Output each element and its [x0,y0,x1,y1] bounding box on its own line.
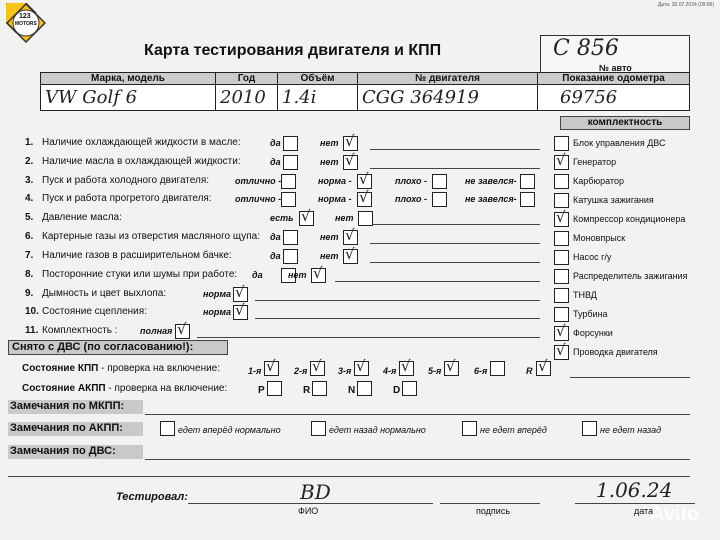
completeness-box-check: √ [556,151,566,169]
akpp-gear-label: D [393,385,401,396]
header-make: Марка, модель [41,73,216,85]
gear-label: 2-я [294,366,308,376]
item-label: Наличие масла в охлаждающей жидкости: [42,156,241,167]
kpp-row [22,363,220,374]
akpp-row [22,383,227,394]
option-box[interactable] [432,174,447,189]
option-box[interactable] [175,320,190,339]
header-year: Год [216,73,278,85]
option-box[interactable] [281,192,296,207]
item-number: 6. [25,231,34,242]
item-number: 1. [25,137,34,148]
item-label: Состояние сцепления: [42,306,147,317]
completeness-label: Генератор [573,157,617,167]
item-line [335,281,540,282]
item-number: 9. [25,288,34,299]
item-line [370,168,540,169]
akpp-label: Состояние АКПП [22,383,106,394]
option-label: нет [320,251,339,261]
completeness-box[interactable] [554,231,569,246]
option-box[interactable] [283,155,298,170]
option-box[interactable] [343,245,358,264]
option-label: норма - [318,194,352,204]
vehicle-table-header [41,73,690,85]
option-box-check: √ [359,188,369,206]
item-number: 4. [25,193,34,204]
item-number: 2. [25,156,34,167]
option-label: плохо - [395,176,428,186]
akpp-option-label: едет вперёд нормально [178,425,281,435]
value-odometer: 69756 [538,85,690,111]
option-box-check: √ [235,301,245,319]
option-label: норма [203,307,231,317]
option-box[interactable] [233,283,248,302]
header-engine: № двигателя [358,73,538,85]
date-caption: дата [634,506,654,516]
item-number: 11. [25,325,39,336]
tested-signature: BD [300,480,331,504]
option-box[interactable] [283,136,298,151]
option-label: полная [140,326,173,336]
item-label: Посторонние стуки или шумы при работе: [42,269,238,280]
gear-label: 4-я [383,366,397,376]
kpp-line [570,377,690,378]
completeness-label: Распределитель зажигания [573,271,688,281]
item-number: 10. [25,306,39,317]
option-box[interactable] [357,188,372,207]
completeness-box[interactable] [554,193,569,208]
item-line [197,337,540,338]
item-line [370,149,540,150]
car-number-label: № авто [599,63,632,73]
akpp-gear-box[interactable] [402,381,417,396]
date-value: 1.06.24 [596,478,673,502]
item-label: Наличие охлаждающей жидкости в масле: [42,137,241,148]
completeness-box-check: √ [556,341,566,359]
option-label: есть [270,213,294,223]
item-line [255,318,540,319]
car-number-box [540,35,690,75]
logo-number: 123 [19,13,31,20]
gear-box[interactable] [310,357,325,376]
completeness-box[interactable] [554,288,569,303]
gear-box[interactable] [444,357,459,376]
option-label: норма - [318,176,352,186]
kpp-label: Состояние КПП [22,363,99,374]
item-number: 8. [25,269,34,280]
vehicle-table [40,72,690,111]
item-label: Дымность и цвет выхлопа: [42,288,167,299]
option-box[interactable] [520,192,535,207]
completeness-label: Компрессор кондиционера [573,214,686,224]
signature-line [440,503,540,504]
kpp-desc: - проверка на включение: [98,363,221,374]
option-box-check: √ [359,170,369,188]
logo-text: MOTORS [15,21,37,27]
option-box-check: √ [345,226,355,244]
gear-box-check: √ [266,357,276,375]
item-label: Пуск и работа холодного двигателя: [42,175,210,186]
completeness-label: Турбина [573,309,608,319]
option-label: да [270,157,281,167]
completeness-label: Катушка зажигания [573,195,654,205]
option-box[interactable] [358,211,373,226]
option-label: нет [335,213,354,223]
akpp-gear-box[interactable] [312,381,327,396]
option-label: отлично - [235,194,282,204]
value-volume: 1.4i [278,85,358,111]
value-year: 2010 [216,85,278,111]
akpp-option-box[interactable] [311,421,326,436]
vehicle-table-values [41,85,690,111]
item-label: Картерные газы из отверстия масляного щупа: [42,231,260,242]
completeness-title: комплектность [560,116,690,130]
completeness-box[interactable] [554,250,569,265]
completeness-box[interactable] [554,322,569,341]
akpp-gear-box[interactable] [267,381,282,396]
value-make: VW Golf 6 [41,85,216,111]
completeness-box[interactable] [554,151,569,170]
option-label: да [270,251,281,261]
fio-caption: ФИО [298,506,319,516]
akpp-option-box[interactable] [160,421,175,436]
completeness-box-check: √ [556,208,566,226]
gear-label: 6-я [474,366,488,376]
gear-box[interactable] [490,361,505,376]
item-label: Давление масла: [42,212,122,223]
completeness-box-check: √ [556,322,566,340]
removed-title: Снято с ДВС (по согласованию!): [8,340,228,355]
header-volume: Объём [278,73,358,85]
remarks-mkpp-line [145,414,690,415]
option-box-check: √ [345,151,355,169]
remarks-mkpp-label: Замечания по МКПП: [8,400,143,414]
gear-box-check: √ [538,357,548,375]
item-number: 7. [25,250,34,261]
option-box[interactable] [311,264,326,283]
completeness-label: ТНВД [573,290,597,300]
completeness-label: Карбюратор [573,176,625,186]
gear-box[interactable] [354,357,369,376]
option-label: не завелся- [465,194,517,204]
signature-caption: подпись [476,506,511,516]
header-odometer: Показание одометра [538,73,690,85]
akpp-option-label: едет назад нормально [329,425,426,435]
option-box[interactable] [432,192,447,207]
completeness-box[interactable] [554,341,569,360]
completeness-box[interactable] [554,307,569,322]
item-line [255,300,540,301]
option-box[interactable] [343,132,358,151]
gear-box-check: √ [312,357,322,375]
option-label: отлично - [235,176,282,186]
option-box[interactable] [233,301,248,320]
option-box[interactable] [343,151,358,170]
option-label: не завелся- [465,176,517,186]
option-label: да [252,270,263,280]
completeness-label: Проводка двигателя [573,347,658,357]
remarks-akpp-label: Замечания по АКПП: [8,422,143,436]
option-label: нет [288,270,307,280]
item-number: 3. [25,175,34,186]
option-label: нет [320,232,339,242]
completeness-box[interactable] [554,269,569,284]
akpp-gear-label: R [303,385,311,396]
value-engine: CGG 364919 [358,85,538,111]
item-label: Пуск и работа прогретого двигателя: [42,193,212,204]
completeness-label: Моновпрыск [573,233,626,243]
option-box-check: √ [177,320,187,338]
option-box[interactable] [283,249,298,264]
option-label: нет [320,138,339,148]
gear-label: R [526,366,533,376]
gear-label: 1-я [248,366,262,376]
print-date: Дата: 30.07.2024 (09:06) [657,2,714,8]
akpp-option-label: не едет вперёд [480,425,547,435]
akpp-gear-box[interactable] [357,381,372,396]
gear-label: 5-я [428,366,442,376]
completeness-label: Форсунки [573,328,613,338]
akpp-option-label: не едет назад [600,425,662,435]
option-label: да [270,232,281,242]
option-box[interactable] [283,230,298,245]
option-box[interactable] [520,174,535,189]
gear-box-check: √ [446,357,456,375]
akpp-gear-label: P [258,385,265,396]
item-label: Комплектность : [42,325,118,336]
akpp-option-box[interactable] [582,421,597,436]
gear-box[interactable] [399,357,414,376]
completeness-box[interactable] [554,208,569,227]
logo [6,3,46,43]
option-box[interactable] [343,226,358,245]
item-line [370,243,540,244]
form-title: Карта тестирования двигателя и КПП [144,42,442,59]
watermark: Avito [650,503,700,525]
option-box[interactable] [299,207,314,226]
option-label: плохо - [395,194,428,204]
option-box-check: √ [345,245,355,263]
car-number-value: С 856 [553,36,619,61]
akpp-gear-label: N [348,385,356,396]
option-box[interactable] [281,174,296,189]
option-box-check: √ [301,207,311,225]
option-box[interactable] [357,170,372,189]
gear-box-check: √ [356,357,366,375]
item-line [370,262,540,263]
gear-box[interactable] [264,357,279,376]
completeness-box[interactable] [554,136,569,151]
akpp-desc: - проверка на включение: [105,383,228,394]
akpp-option-box[interactable] [462,421,477,436]
option-box-check: √ [313,264,323,282]
completeness-label: Блок управления ДВС [573,138,666,148]
item-label: Наличие газов в расширительном бачке: [42,250,232,261]
item-line [370,224,540,225]
completeness-label: Насос г/у [573,252,612,262]
option-box-check: √ [235,283,245,301]
tested-label: Тестировал: [116,491,188,503]
option-label: да [270,138,281,148]
option-label: норма [203,289,231,299]
remarks-dvs-label: Замечания по ДВС: [8,445,143,459]
option-label: нет [320,157,339,167]
gear-label: 3-я [338,366,352,376]
remarks-dvs-line-1 [145,459,690,460]
gear-box-check: √ [401,357,411,375]
remarks-dvs-line-2 [8,476,690,477]
completeness-box[interactable] [554,174,569,189]
option-box-check: √ [345,132,355,150]
item-number: 5. [25,212,34,223]
gear-box[interactable] [536,357,551,376]
